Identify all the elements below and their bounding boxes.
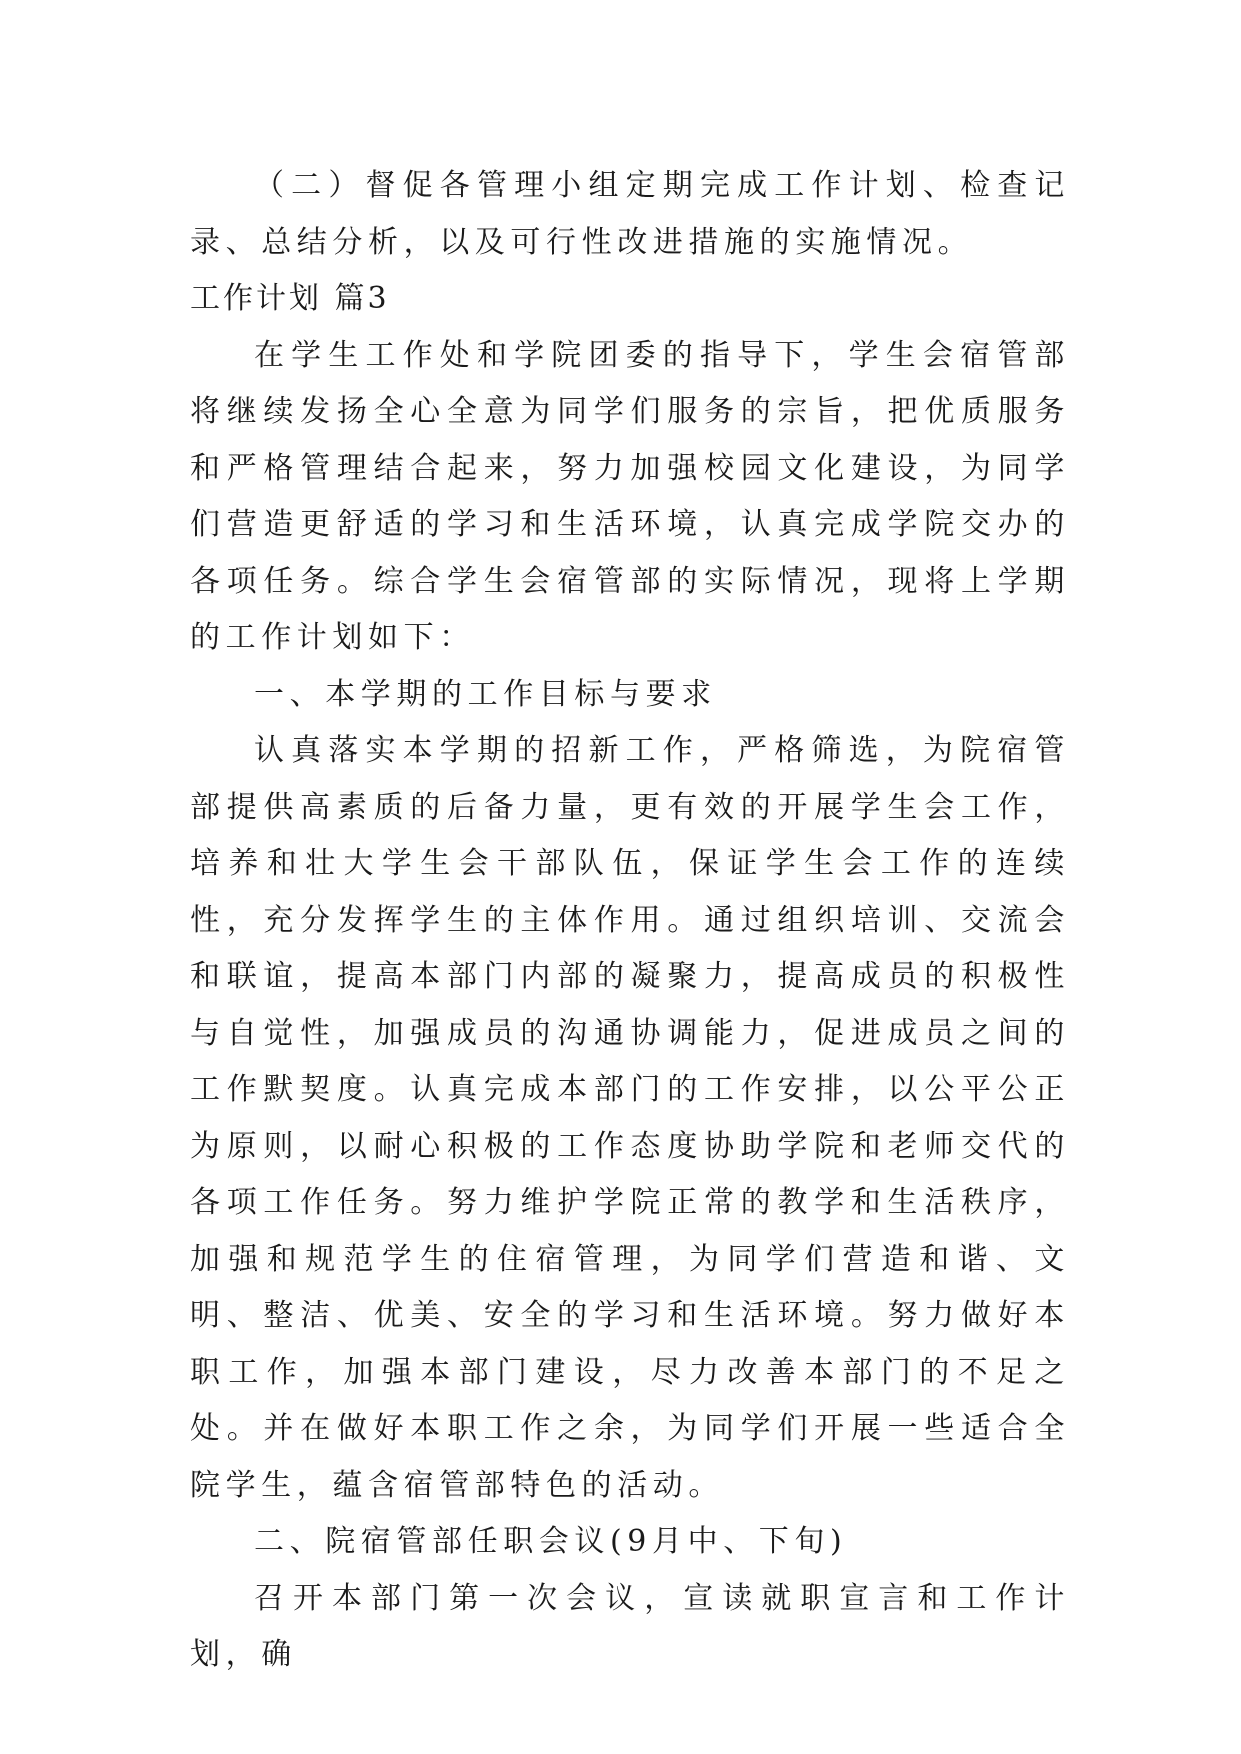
paragraph-meeting: 召开本部门第一次会议，宣读就职宣言和工作计划，确	[190, 1580, 1070, 1672]
document-body	[190, 158, 1070, 1684]
paragraph-supervision: （二）督促各管理小组定期完成工作计划、检查记录、总结分析，以及可行性改进措施的实施情况。	[190, 168, 1070, 260]
subheading-goals: 一、本学期的工作目标与要求	[254, 676, 717, 712]
subheading-meeting: 二、院宿管部任职会议(9月中、下旬)	[254, 1524, 848, 1559]
section-heading: 工作计划 篇3	[190, 281, 390, 316]
paragraph-goals: 认真落实本学期的招新工作，严格筛选，为院宿管部提供高素质的后备力量，更有效的开展学生会工作，培养和壮大学生会干部队伍，保证学生会工作的连续性，充分发挥学生的主体作用。通过组织培训、交流会和联谊，提高本部门内部的凝聚力，提高成员的积极性与自觉性，加强成员的沟通协调能力，促进成员之间的工作默契度。认真完成本部门的工作安排，以公平公正为原则，以耐心积极的工作态度协助学院和老师交代的各项工作任务。努力维护学院正常的教学和生活秩序，加强和规范学生的住宿管理，为同学们营造和谐、文明、整洁、优美、安全的学习和生活环境。努力做好本职工作，加强本部门建设，尽力改善本部门的不足之处。并在做好本职工作之余，为同学们开展一些适合全院学生，蕴含宿管部特色的活动。	[190, 733, 1070, 1503]
paragraph-intro: 在学生工作处和学院团委的指导下，学生会宿管部将继续发扬全心全意为同学们服务的宗旨，把优质服务和严格管理结合起来，努力加强校园文化建设，为同学们营造更舒适的学习和生活环境，认真完成学院交办的各项任务。综合学生会宿管部的实际情况，现将上学期的工作计划如下：	[190, 337, 1070, 655]
